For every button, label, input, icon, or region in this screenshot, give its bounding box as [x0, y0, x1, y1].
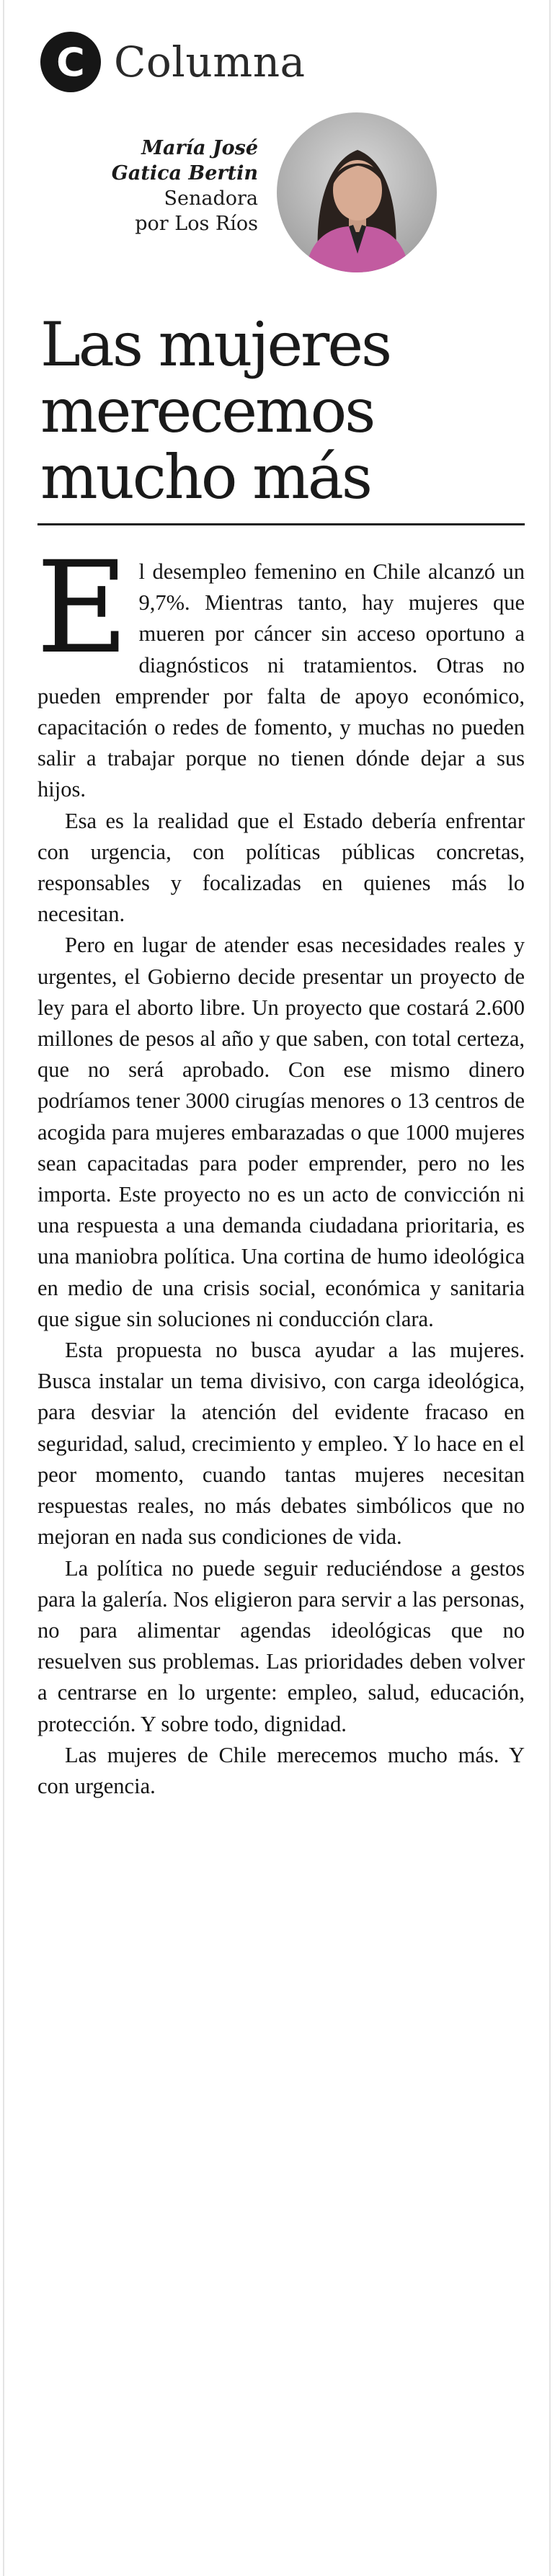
article-paragraph-5: La política no puede seguir reduciéndose a gestos para la galería. Nos eligieron para servir a las personas, no para alimentar agendas ideológicas que no resuelven sus problemas. Las prioridades deben volver a centrarse en lo urgente: empleo, salud, educación, protección. Y sobre todo, dignidad.	[37, 1555, 525, 1736]
article-paragraph-1-text: l desempleo femenino en Chile alcanzó un 9,7%. Mientras tanto, hay mujeres que mueren por cáncer sin acceso oportuno a diagnósticos ni tratamientos. Otras no pueden emprender por falta de apoyo económico, capacitación o redes de fomento, y muchas no pueden salir a trabajar porque no tienen dónde dejar a sus hijos.	[37, 559, 525, 802]
section-label: Columna	[114, 37, 306, 86]
headline-divider	[37, 523, 525, 525]
article-paragraph-1	[36, 534, 525, 806]
section-badge-icon: C	[40, 32, 101, 92]
author-byline	[112, 136, 258, 236]
article-paragraph-3: Pero en lugar de atender esas necesidades reales y urgentes, el Gobierno decide presentar un proyecto de ley para el aborto libre. Un proyecto que costará 2.600 millones de pesos al año y que saben, con total certeza, que no será aprobado. Con ese mismo dinero podríamos tener 3000 cirugías menores o 13 centros de acogida para mujeres embarazadas o que 1000 mujeres sean capacitadas para poder emprender, pero no les importa. Este proyecto no es un acto de convicción ni una respuesta a una demanda ciudadana prioritaria, es una maniobra política. Una cortina de humo ideológica en medio de una crisis social, económica y sanitaria que sigue sin soluciones ni conducción clara.	[37, 933, 525, 1331]
article-paragraph-2: Esa es la realidad que el Estado debería enfrentar con urgencia, con políticas públicas concretas, responsables y focalizadas en quienes más lo necesitan.	[37, 808, 525, 927]
drop-cap: E	[36, 534, 129, 682]
section-header	[40, 27, 306, 97]
author-portrait	[277, 112, 437, 272]
author-role-line-2: por Los Ríos	[135, 213, 258, 235]
author-role-line-1: Senadora	[164, 187, 258, 210]
headline-line-3: mucho más	[40, 442, 371, 512]
author-name-line-2: Gatica Bertin	[111, 162, 258, 185]
author-name-line-1: María José	[141, 137, 258, 159]
author-name	[112, 136, 258, 186]
page-edge-rule-left	[3, 0, 4, 2576]
article-headline	[40, 311, 523, 510]
headline-line-2: merecemos	[40, 376, 374, 446]
article-paragraph-4: Esta propuesta no busca ayudar a las mujeres. Busca instalar un tema divisivo, con carga ideológica, para desviar la atención del evidente fracaso en seguridad, salud, crecimiento y empleo. Y lo hace en el peor momento, cuando tantas mujeres necesitan respuestas reales, no más debates simbólicos que no mejoran en nada sus condiciones de vida.	[37, 1338, 525, 1550]
author-portrait-image	[277, 112, 437, 272]
article-body	[36, 534, 525, 1802]
page-edge-rule-right	[549, 0, 551, 2576]
headline-line-1: Las mujeres	[40, 309, 391, 380]
author-role	[112, 186, 258, 236]
article-paragraph-6: Las mujeres de Chile merecemos mucho más. Y con urgencia.	[37, 1742, 525, 1798]
